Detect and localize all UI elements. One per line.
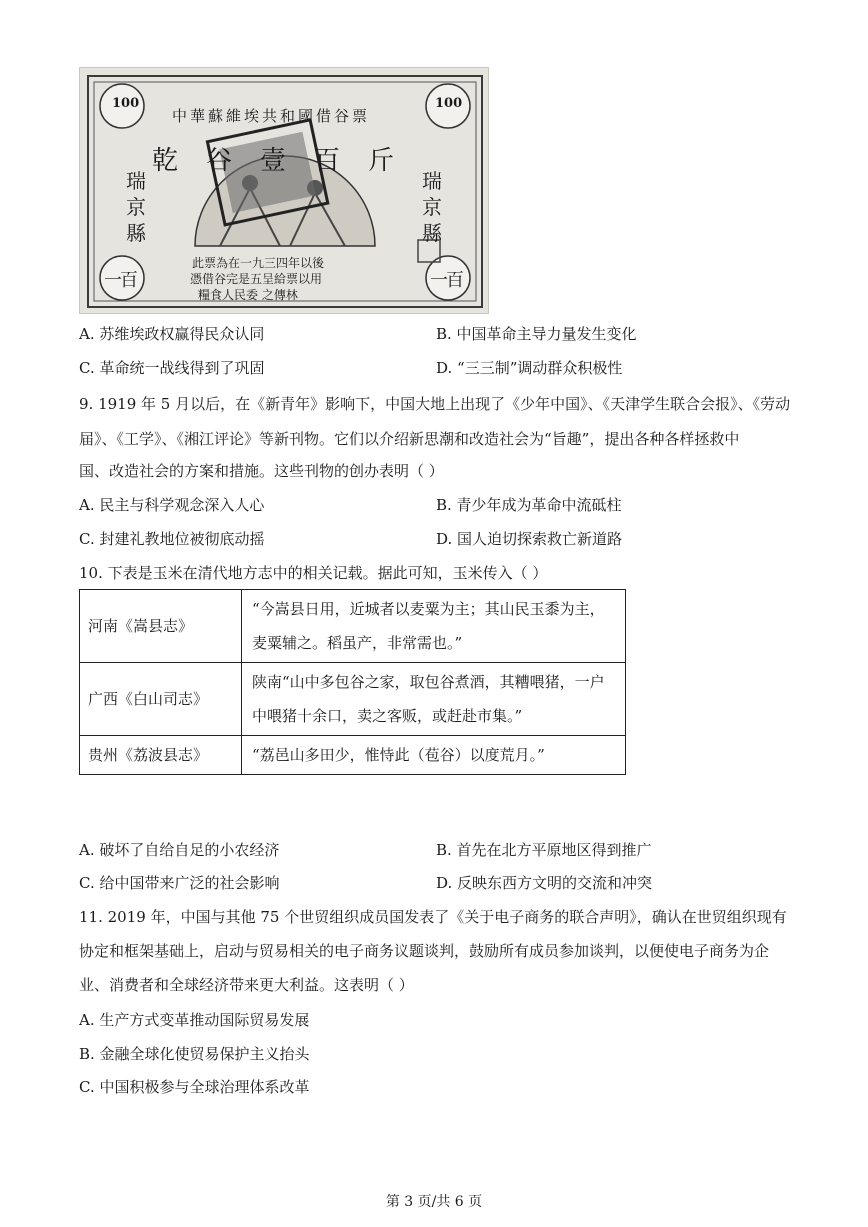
q11-stem-line3: 业、消费者和全球经济带来更大利益。这表明（ ）	[79, 976, 414, 994]
note-county-right: 瑞京縣	[422, 169, 442, 245]
q10-option-a: A. 破坏了自给自足的小农经济	[79, 841, 280, 859]
table-cell-text: “荔邑山多田少，惟恃此（苞谷）以度荒月。”	[242, 736, 626, 775]
table-row	[80, 663, 626, 736]
q11-stem-line1: 11. 2019 年，中国与其他 75 个世贸组织成员国发表了《关于电子商务的联合声明》，确认在世贸组织现有	[79, 908, 787, 926]
note-footer-line1: 此票為在一九三四年以後	[192, 256, 325, 270]
q9-stem-line2: 届》、《工学》、《湘江评论》等新刊物。它们以介绍新思潮和改造社会为“旨趣”，提出各种各样拯救中	[79, 430, 740, 448]
q10-option-b: B. 首先在北方平原地区得到推广	[436, 841, 652, 859]
table-cell-text: 陕南“山中多包谷之家，取包谷煮酒，其糟喂猪，一户中喂猪十余口，卖之客贩，或赶赴市集。”	[242, 663, 626, 736]
q9-stem-line1: 9. 1919 年 5 月以后，在《新青年》影响下，中国大地上出现了《少年中国》、《天津学生联合会报》、《劳动	[79, 395, 791, 413]
table-cell-text: “今嵩县日用，近城者以麦粟为主；其山民玉黍为主，麦粟辅之。稻虽产，非常需也。”	[242, 590, 626, 663]
q8-option-c: C. 革命统一战线得到了巩固	[79, 359, 265, 377]
q9-option-c: C. 封建礼教地位被彻底动摇	[79, 530, 265, 548]
q8-option-d: D. “三三制”调动群众积极性	[436, 359, 623, 377]
note-value-right: 100	[435, 96, 463, 111]
note-footer-line2: 憑借谷完是五呈給票以用	[190, 272, 323, 286]
note-header: 中華蘇維埃共和國借谷票	[172, 107, 371, 125]
note-county-left: 瑞京縣	[126, 169, 146, 245]
table-cell-source: 贵州《荔波县志》	[80, 736, 242, 775]
q10-record-table	[79, 589, 626, 775]
q10-stem: 10. 下表是玉米在清代地方志中的相关记载。据此可知，玉米传入（ ）	[79, 564, 548, 582]
note-value-left: 100	[112, 96, 140, 111]
q8-option-a: A. 苏维埃政权赢得民众认同	[79, 325, 265, 343]
q11-option-b: B. 金融全球化使贸易保护主义抬头	[79, 1045, 310, 1063]
q10-option-d: D. 反映东西方文明的交流和冲突	[436, 874, 653, 892]
q11-option-a: A. 生产方式变革推动国际贸易发展	[79, 1011, 310, 1029]
table-row	[80, 590, 626, 663]
q11-option-c: C. 中国积极参与全球治理体系改革	[79, 1078, 310, 1096]
note-bottom-left: 一百	[104, 270, 136, 291]
page-footer: 第 3 页/共 6 页	[385, 1194, 483, 1210]
q9-option-d: D. 国人迫切探索救亡新道路	[436, 530, 623, 548]
table-cell-source: 广西《白山司志》	[80, 663, 242, 736]
q9-option-b: B. 青少年成为革命中流砥柱	[436, 496, 622, 514]
note-bottom-right: 一百	[430, 270, 462, 291]
q9-option-a: A. 民主与科学观念深入人心	[79, 496, 265, 514]
note-footer-line3: 糧食人民委 之傳林	[198, 288, 298, 302]
q11-stem-line2: 协定和框架基础上，启动与贸易相关的电子商务议题谈判，鼓励所有成员参加谈判，以便使电子商务为企	[79, 942, 770, 960]
note-amount: 乾谷壹百斤	[152, 146, 423, 176]
table-cell-source: 河南《嵩县志》	[80, 590, 242, 663]
q9-stem-line3: 国、改造社会的方案和措施。这些刊物的创办表明（ ）	[79, 462, 444, 480]
table-row	[80, 736, 626, 775]
grain-loan-note-image	[79, 67, 489, 314]
q10-option-c: C. 给中国带来广泛的社会影响	[79, 874, 280, 892]
q8-option-b: B. 中国革命主导力量发生变化	[436, 325, 637, 343]
